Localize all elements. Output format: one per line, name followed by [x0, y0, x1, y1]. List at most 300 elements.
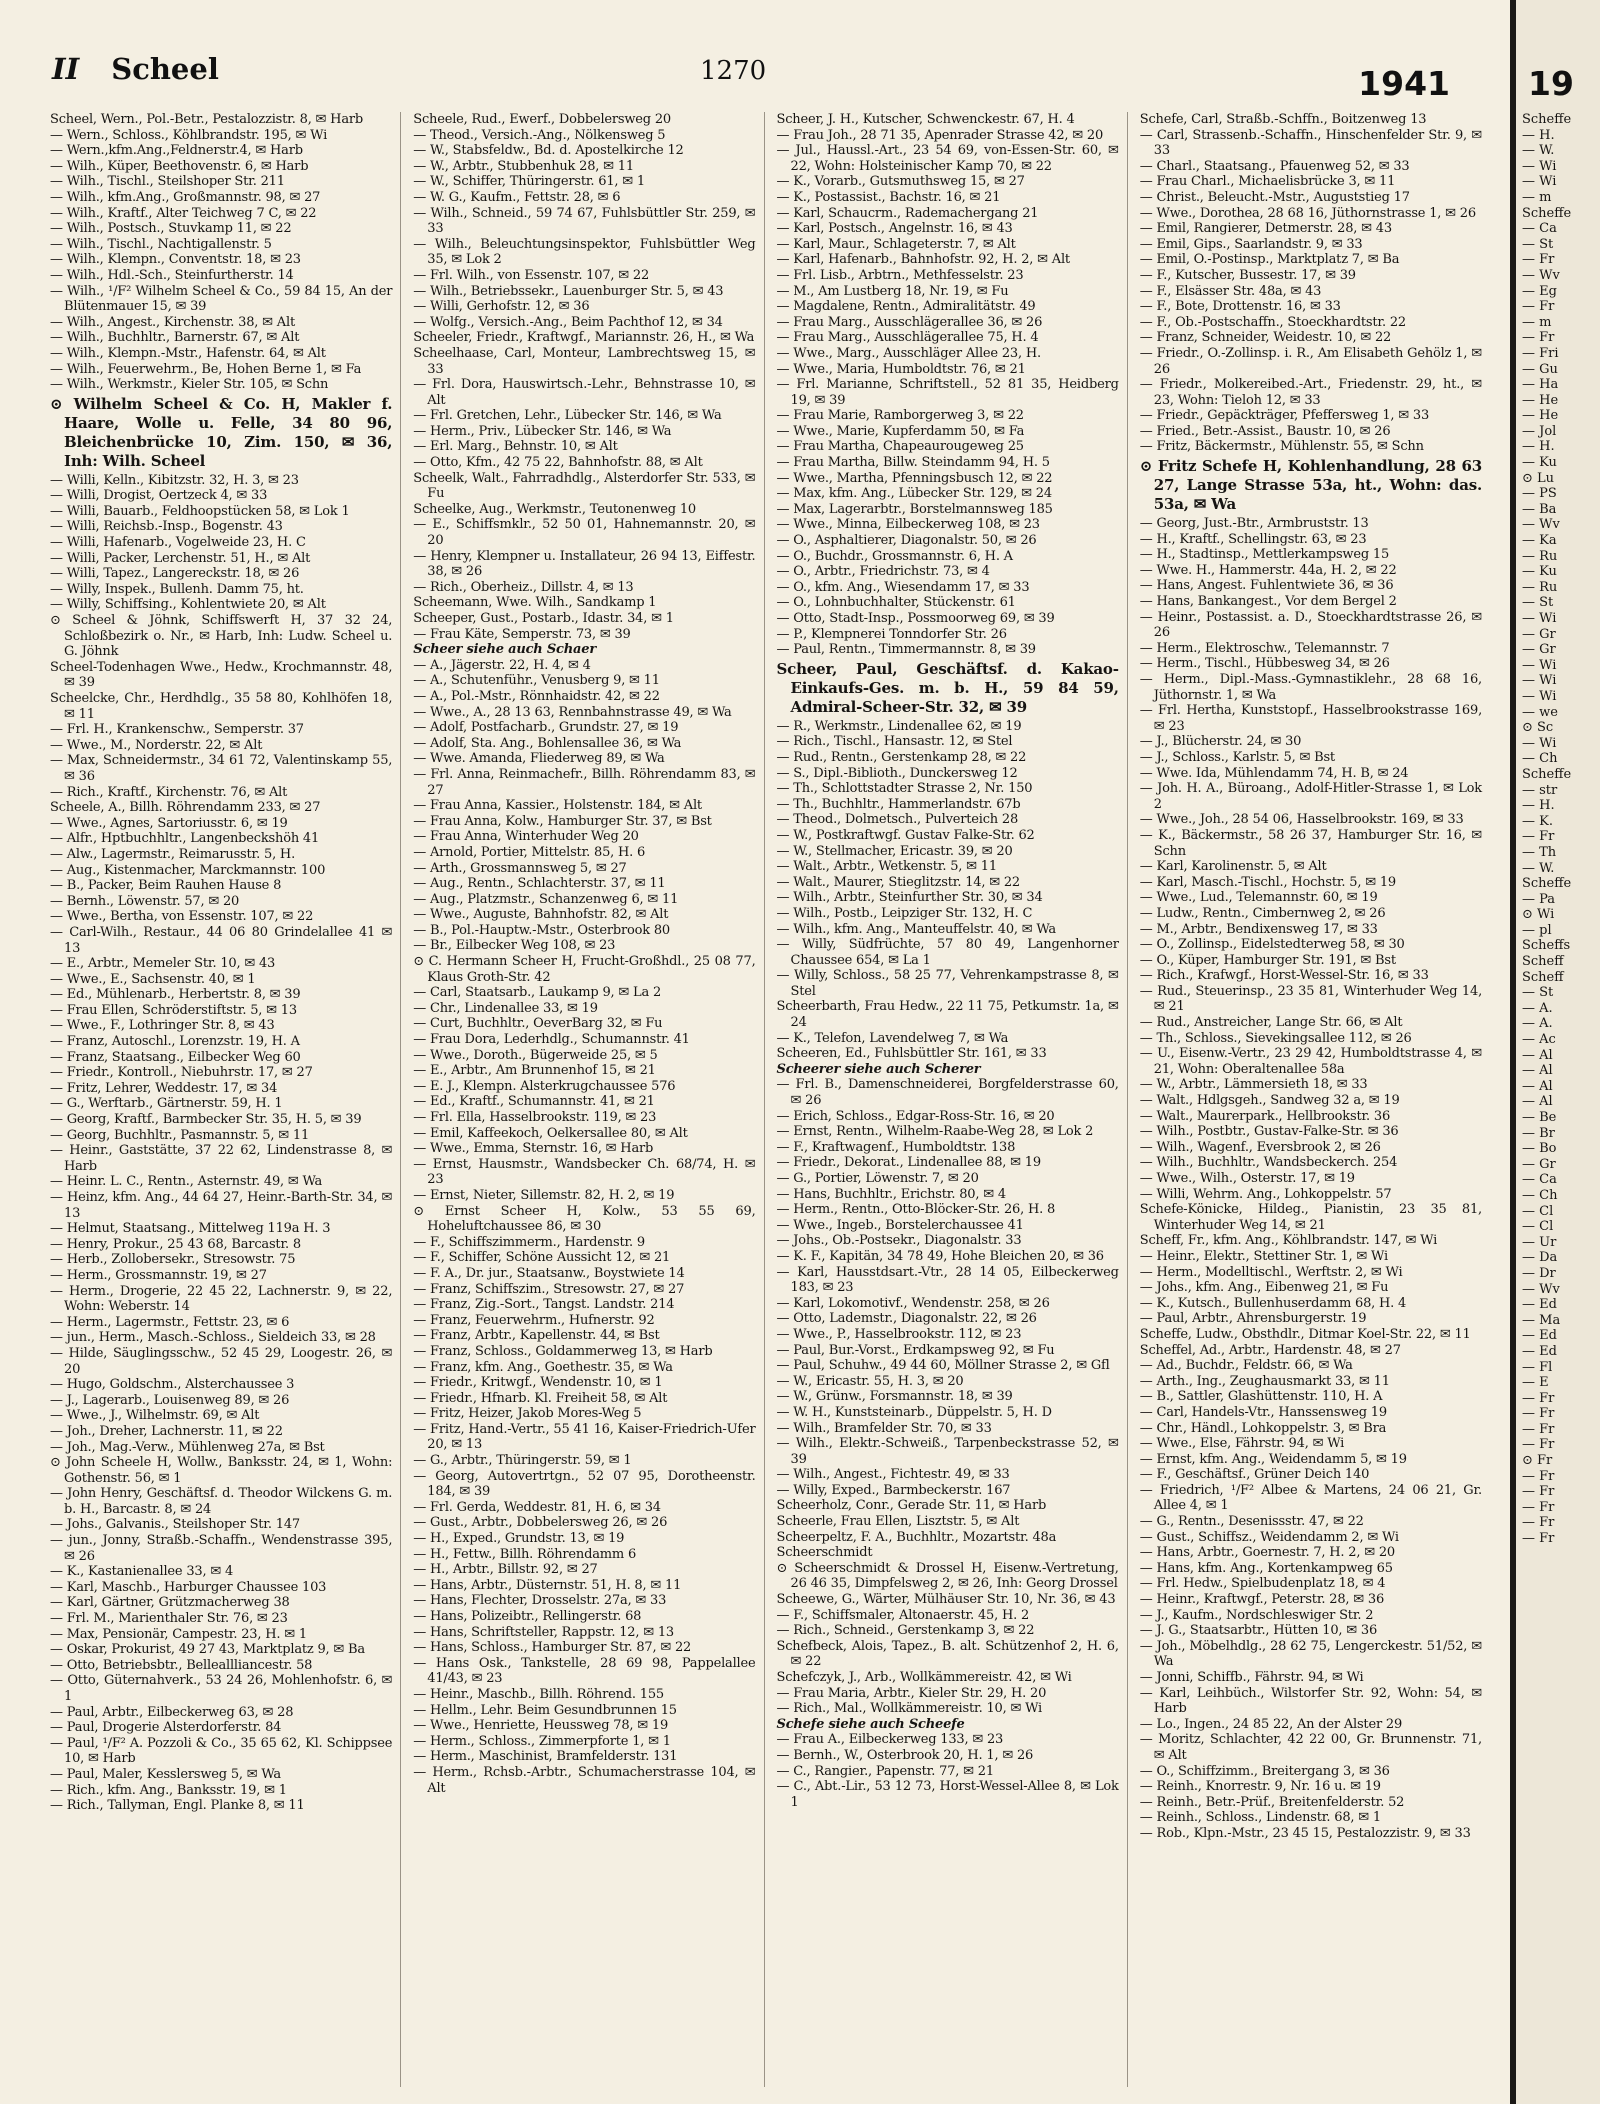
directory-entry: — Wwe., Marie, Kupferdamm 50, ✉ Fa: [776, 423, 1025, 439]
directory-entry: — Ernst, kfm. Ang., Weidendamm 5, ✉ 19: [1139, 1451, 1407, 1467]
adjacent-page-line: — PS: [1522, 486, 1557, 502]
directory-entry: — Karl, Hafenarb., Bahnhofstr. 92, H. 2, ✉ Alt: [776, 252, 1070, 268]
adjacent-page-line: — Fr: [1522, 1531, 1555, 1547]
directory-entry: — Wwe., Maria, Humboldtstr. 76, ✉ 21: [776, 361, 1026, 377]
directory-entry: — Hans, Bankangest., Vor dem Bergel 2: [1139, 594, 1397, 610]
directory-entry: — W., Stabsfeldw., Bd. d. Apostelkirche 12: [413, 143, 684, 159]
directory-entry: — Johs., Ob.-Postsekr., Diagonalstr. 33: [776, 1233, 1022, 1249]
adjacent-page-line: — Cl: [1522, 1203, 1554, 1219]
directory-entry: — Carl, Strassenb.-Schaffn., Hinschenfelder Str. 9, ✉ 33: [1139, 127, 1482, 159]
adjacent-page-line: Scheffe: [1522, 205, 1572, 221]
directory-entry: — M., Am Lustberg 18, Nr. 19, ✉ Fu: [776, 283, 1009, 299]
directory-entry: — Wwe. Ida, Mühlendamm 74, H. B, ✉ 24: [1139, 765, 1409, 781]
adjacent-page-line: — Ku: [1522, 564, 1557, 580]
directory-entry: — Reinh., Knorrestr. 9, Nr. 16 u. ✉ 19: [1139, 1779, 1381, 1795]
directory-entry: — Ed., Kraftf., Schumannstr. 41, ✉ 21: [413, 1094, 655, 1110]
directory-entry: — Wwe., Martha, Pfenningsbusch 12, ✉ 22: [776, 470, 1053, 486]
directory-entry: — Hans, Schloss., Hamburger Str. 87, ✉ 22: [413, 1640, 692, 1656]
directory-entry: — C., Rangier., Papenstr. 77, ✉ 21: [776, 1763, 994, 1779]
directory-entry: — Wilh., Kraftf., Alter Teichweg 7 C, ✉ 22: [50, 205, 317, 221]
directory-entry: — O., Küper, Hamburger Str. 191, ✉ Bst: [1139, 952, 1396, 968]
directory-entry: — Rud., Anstreicher, Lange Str. 66, ✉ Alt: [1139, 1015, 1403, 1031]
directory-entry: Scheer, Paul, Geschäftsf. d. Kakao-Einkaufs-Ges. m. b. H., 59 84 59, Admiral-Scheer-Str. 32, ✉ 39: [776, 659, 1119, 716]
directory-entry: — Wwe., M., Norderstr. 22, ✉ Alt: [50, 737, 263, 753]
directory-entry: — Emil, Kaffeekoch, Oelkersallee 80, ✉ Alt: [413, 1125, 688, 1141]
directory-entry: — H., Fettw., Billh. Röhrendamm 6: [413, 1546, 637, 1562]
directory-entry: — O., Zollinsp., Eidelstedterweg 58, ✉ 30: [1139, 937, 1405, 953]
directory-columns: [42, 112, 1490, 2087]
directory-entry: — Wwe., Minna, Eilbeckerweg 108, ✉ 23: [776, 517, 1040, 533]
directory-entry: — Frau Anna, Kolw., Hamburger Str. 37, ✉ Bst: [413, 813, 712, 829]
adjacent-page-line: — Gr: [1522, 642, 1556, 658]
directory-entry: — Herb., Zollobersekr., Stresowstr. 75: [50, 1252, 296, 1268]
directory-entry: — Fritz, Lehrer, Weddestr. 17, ✉ 34: [50, 1080, 278, 1096]
adjacent-page-line: — Dr: [1522, 1265, 1556, 1281]
adjacent-page-line: — Ed: [1522, 1343, 1557, 1359]
directory-entry: — Herm., Rchsb.-Arbtr., Schumacherstrasse 104, ✉ Alt: [413, 1764, 756, 1796]
directory-entry: — Heinr., Gaststätte, 37 22 62, Lindenstrasse 8, ✉ Harb: [50, 1143, 393, 1174]
directory-entry: ⊙ John Scheele H, Wollw., Banksstr. 24, ✉ 1, Wohn: Gothenstr. 56, ✉ 1: [50, 1455, 393, 1486]
directory-entry: — Frau Marg., Ausschlägerallee 36, ✉ 26: [776, 314, 1043, 330]
directory-entry: — K., Kutsch., Bullenhuserdamm 68, H. 4: [1139, 1295, 1407, 1311]
directory-entry: — Emil, Rangierer, Detmerstr. 28, ✉ 43: [1139, 221, 1392, 237]
directory-entry: Scheelke, Aug., Werkmstr., Teutonenweg 10: [413, 501, 696, 517]
directory-entry: — Walt., Arbtr., Wetkenstr. 5, ✉ 11: [776, 859, 997, 875]
directory-entry: — Wilh., ¹/F² Wilhelm Scheel & Co., 59 84 15, An der Blütenmauer 15, ✉ 39: [50, 283, 393, 315]
directory-entry: — B., Sattler, Glashüttenstr. 110, H. A: [1139, 1389, 1383, 1405]
directory-entry: — Wwe., Wilh., Osterstr. 17, ✉ 19: [1139, 1171, 1355, 1186]
adjacent-page-line: — Gu: [1522, 361, 1558, 377]
directory-entry: — Frau Charl., Michaelisbrücke 3, ✉ 11: [1139, 174, 1396, 190]
directory-entry: Scheemann, Wwe. Wilh., Sandkamp 1: [413, 595, 657, 611]
directory-entry: — F., Schiffsmaler, Altonaerstr. 45, H. 2: [776, 1607, 1030, 1623]
directory-entry: Scheerbarth, Frau Hedw., 22 11 75, Petkumstr. 1a, ✉ 24: [776, 999, 1119, 1031]
directory-entry: — Wwe., Dorothea, 28 68 16, Jüthornstrasse 1, ✉ 26: [1139, 205, 1476, 221]
adjacent-page-line: — Fr: [1522, 829, 1555, 845]
adjacent-page-line: — W.: [1522, 860, 1555, 876]
directory-entry: — Otto, Kfm., 42 75 22, Bahnhofstr. 88, ✉ Alt: [413, 455, 703, 471]
directory-entry: — Wwe., Agnes, Sartoriusstr. 6, ✉ 19: [50, 815, 288, 831]
adjacent-page-line: — Wv: [1522, 267, 1560, 283]
adjacent-page-line: — H.: [1522, 439, 1555, 455]
directory-entry: — G., Rentn., Desenissstr. 47, ✉ 22: [1139, 1514, 1364, 1530]
directory-entry: — Paul, Arbtr., Eilbeckerweg 63, ✉ 28: [50, 1704, 294, 1720]
directory-entry: — C., Abt.-Lir., 53 12 73, Horst-Wessel-Allee 8, ✉ Lok 1: [776, 1779, 1119, 1810]
directory-entry: — Frl. Ella, Hasselbrookstr. 119, ✉ 23: [413, 1110, 657, 1125]
directory-entry: — Moritz, Schlachter, 42 22 00, Gr. Brunnenstr. 71, ✉ Alt: [1139, 1732, 1482, 1763]
directory-entry: — Lo., Ingen., 24 85 22, An der Alster 29: [1139, 1716, 1403, 1732]
directory-entry: — Wwe., Emma, Sternstr. 16, ✉ Harb: [413, 1141, 654, 1157]
directory-entry: — F., Elsässer Str. 48a, ✉ 43: [1139, 283, 1322, 299]
directory-entry: — Ernst, Rentn., Wilhelm-Raabe-Weg 28, ✉ Lok 2: [776, 1124, 1094, 1140]
directory-entry: — Otto, Güternahverk., 53 24 26, Mohlenhofstr. 6, ✉ 1: [50, 1673, 393, 1704]
directory-entry: — Heinr., Maschb., Billh. Röhrend. 155: [413, 1686, 664, 1702]
directory-entry: — Herm., Grossmannstr. 19, ✉ 27: [50, 1267, 267, 1283]
directory-entry: — F., Ob.-Postschaffn., Stoeckhardtstr. 22: [1139, 314, 1406, 330]
directory-entry: ⊙ Wilhelm Scheel & Co. H, Makler f. Haare, Wolle u. Felle, 34 80 96, Bleichenbrücke 10, Zim. 150, ✉ 36, Inh: Wilh. Scheel: [50, 394, 393, 470]
column-1: [42, 112, 401, 2087]
directory-entry: — Bernh., Löwenstr. 57, ✉ 20: [50, 893, 240, 909]
adjacent-page-line: — Wv: [1522, 517, 1560, 533]
directory-entry: — Friedr., Kritwgf., Wendenstr. 10, ✉ 1: [413, 1375, 663, 1391]
directory-entry: Scheerholz, Conr., Gerade Str. 11, ✉ Harb: [776, 1498, 1047, 1514]
directory-entry: Scheer siehe auch Schaer: [413, 642, 596, 658]
directory-entry: — O., Lohnbuchhalter, Stückenstr. 61: [776, 595, 1016, 611]
directory-entry: — W. G., Kaufm., Fettstr. 28, ✉ 6: [413, 189, 621, 205]
directory-entry: Scheele, Rud., Ewerf., Dobbelersweg 20: [413, 112, 672, 127]
adjacent-page-line: — Bo: [1522, 1141, 1557, 1157]
directory-entry: — B., Pol.-Hauptw.-Mstr., Osterbrook 80: [413, 922, 670, 938]
directory-entry: — Gust., Arbtr., Dobbelersweg 26, ✉ 26: [413, 1515, 668, 1531]
directory-entry: — Rob., Klpn.-Mstr., 23 45 15, Pestalozzistr. 9, ✉ 33: [1139, 1825, 1471, 1841]
directory-entry: — Hans Osk., Tankstelle, 28 69 98, Pappelallee 41/43, ✉ 23: [413, 1655, 756, 1687]
adjacent-page-line: — Ba: [1522, 501, 1557, 517]
directory-entry: — Hans, Polizeibtr., Rellingerstr. 68: [413, 1609, 642, 1624]
directory-entry: Schefczyk, J., Arb., Wollkämmereistr. 42, ✉ Wi: [776, 1670, 1072, 1685]
directory-entry: — Karl, Schaucrm., Rademachergang 21: [776, 205, 1039, 221]
directory-entry: ⊙ C. Hermann Scheer H, Frucht-Großhdl., 25 08 77, Klaus Groth-Str. 42: [413, 954, 756, 985]
directory-entry: — Wwe., J., Wilhelmstr. 69, ✉ Alt: [50, 1408, 260, 1424]
directory-entry: — Georg, Autovertrtgn., 52 07 95, Dorotheenstr. 184, ✉ 39: [413, 1468, 756, 1500]
adjacent-page-line: — K.: [1522, 813, 1553, 829]
directory-entry: — J., Blücherstr. 24, ✉ 30: [1139, 734, 1302, 750]
adjacent-page-line: — Ma: [1522, 1312, 1561, 1328]
year-label: 1941: [1358, 64, 1450, 103]
directory-entry: — Wilh., Klempn.-Mstr., Hafenstr. 64, ✉ Alt: [50, 345, 326, 361]
directory-entry: — Willi, Wehrm. Ang., Lohkoppelstr. 57: [1139, 1186, 1392, 1202]
directory-entry: — Heinz, kfm. Ang., 44 64 27, Heinr.-Barth-Str. 34, ✉ 13: [50, 1190, 393, 1221]
page-number: 1270: [700, 56, 767, 86]
directory-entry: Scheel, Wern., Pol.-Betr., Pestalozzistr. 8, ✉ Harb: [50, 112, 364, 127]
directory-entry: — Helmut, Staatsang., Mittelweg 119a H. 3: [50, 1221, 331, 1237]
directory-entry: — O., kfm. Ang., Wiesendamm 17, ✉ 33: [776, 579, 1030, 595]
directory-entry: — Fritz, Heizer, Jakob Mores-Weg 5: [413, 1406, 642, 1422]
directory-entry: — jun., Herm., Masch.-Schloss., Sieldeich 33, ✉ 28: [50, 1330, 376, 1346]
directory-entry: — F., Schiffer, Schöne Aussicht 12, ✉ 21: [413, 1250, 671, 1266]
directory-entry: — Frl. Hedw., Spielbudenplatz 18, ✉ 4: [1139, 1576, 1386, 1592]
directory-entry: — Walt., Maurerpark., Hellbrookstr. 36: [1139, 1108, 1391, 1124]
adjacent-page-line: — Ru: [1522, 548, 1558, 564]
adjacent-page-line: — m: [1522, 314, 1552, 330]
directory-entry: — Frau Anna, Winterhuder Weg 20: [413, 829, 639, 845]
directory-entry: — F., Kutscher, Bussestr. 17, ✉ 39: [1139, 267, 1356, 283]
adjacent-page-line: Scheff: [1522, 954, 1564, 970]
directory-entry: — Rich., Tallyman, Engl. Planke 8, ✉ 11: [50, 1798, 305, 1814]
adjacent-page-line: — Fri: [1522, 345, 1559, 361]
directory-entry: — Wilh., Buchhltr., Wandsbeckerch. 254: [1139, 1155, 1398, 1171]
adjacent-page-line: — Wi: [1522, 657, 1557, 673]
directory-entry: — Wwe., Marg., Ausschläger Allee 23, H.: [776, 345, 1041, 361]
directory-entry: Scheeper, Gust., Postarb., Idastr. 34, ✉ 1: [413, 611, 674, 626]
directory-entry: — Frau Marg., Ausschlägerallee 75, H. 4: [776, 330, 1039, 346]
directory-entry: — Bernh., W., Osterbrook 20, H. 1, ✉ 26: [776, 1747, 1034, 1763]
directory-entry: — O., Schiffzimm., Breitergang 3, ✉ 36: [1139, 1763, 1390, 1779]
directory-entry: Schefe-Könicke, Hildeg., Pianistin, 23 35 81, Winterhuder Weg 14, ✉ 21: [1139, 1202, 1482, 1233]
directory-entry: — Herm., Schloss., Zimmerpforte 1, ✉ 1: [413, 1733, 671, 1749]
directory-entry: — Erl. Marg., Behnstr. 10, ✉ Alt: [413, 439, 618, 455]
directory-entry: — W., Arbtr., Lämmersieth 18, ✉ 33: [1139, 1077, 1368, 1093]
directory-entry: — Frau Ellen, Schröderstiftstr. 5, ✉ 13: [50, 1002, 297, 1018]
directory-entry: — Wwe. Amanda, Fliederweg 89, ✉ Wa: [413, 751, 665, 767]
directory-entry: — Rich., kfm. Ang., Banksstr. 19, ✉ 1: [50, 1782, 287, 1798]
directory-entry: — Willy, Schiffsing., Kohlentwiete 20, ✉ Alt: [50, 597, 326, 613]
directory-entry: — H., Kraftf., Schellingstr. 63, ✉ 23: [1139, 531, 1367, 547]
directory-entry: — Wwe., Auguste, Bahnhofstr. 82, ✉ Alt: [413, 907, 669, 923]
directory-entry: — Paul, Rentn., Timmermannstr. 8, ✉ 39: [776, 642, 1036, 658]
directory-entry: — K. F., Kapitän, 34 78 49, Hohe Bleichen 20, ✉ 36: [776, 1248, 1104, 1264]
directory-entry: — Frau A., Eilbeckerweg 133, ✉ 23: [776, 1732, 1004, 1748]
directory-entry: — B., Packer, Beim Rauhen Hause 8: [50, 878, 282, 894]
directory-entry: — Wilh., Betriebssekr., Lauenburger Str. 5, ✉ 43: [413, 283, 724, 299]
directory-entry: — H., Arbtr., Billstr. 92, ✉ 27: [413, 1562, 598, 1578]
directory-entry: — Emil, O.-Postinsp., Marktplatz 7, ✉ Ba: [1139, 252, 1400, 268]
directory-entry: — Hans, Arbtr., Goernestr. 7, H. 2, ✉ 20: [1139, 1545, 1395, 1561]
directory-entry: — Wilh., Postsch., Stuvkamp 11, ✉ 22: [50, 221, 292, 237]
directory-entry: — F. A., Dr. jur., Staatsanw., Boystwiete 14: [413, 1265, 685, 1281]
adjacent-page-line: — Al: [1522, 1078, 1553, 1094]
directory-entry: — Georg, Kraftf., Barmbecker Str. 35, H. 5, ✉ 39: [50, 1112, 362, 1128]
column-2: [405, 112, 764, 2087]
directory-entry: — Rud., Steuerinsp., 23 35 81, Winterhuder Weg 14, ✉ 21: [1139, 983, 1482, 1015]
directory-entry: — Wwe., A., 28 13 63, Rennbahnstrasse 49, ✉ Wa: [413, 704, 732, 720]
directory-entry: — Karl, Postsch., Angelnstr. 16, ✉ 43: [776, 221, 1013, 237]
directory-entry: Scheeren, Ed., Fuhlsbüttler Str. 161, ✉ 33: [776, 1046, 1047, 1062]
directory-entry: — Herm., Rentn., Otto-Blöcker-Str. 26, H. 8: [776, 1202, 1056, 1218]
directory-entry: — Frau Käte, Semperstr. 73, ✉ 39: [413, 626, 631, 642]
directory-entry: — Max, Pensionär, Campestr. 23, H. ✉ 1: [50, 1626, 307, 1642]
directory-entry: — W., Arbtr., Stubbenhuk 28, ✉ 11: [413, 158, 634, 174]
adjacent-page-lines: [1516, 112, 1600, 1547]
directory-entry: — Herm., Maschinist, Bramfelderstr. 131: [413, 1749, 678, 1765]
directory-entry: — Willi, Hafenarb., Vogelweide 23, H. C: [50, 535, 306, 551]
directory-entry: — Frl. Wilh., von Essenstr. 107, ✉ 22: [413, 267, 650, 283]
directory-entry: — Hans, kfm. Ang., Kortenkampweg 65: [1139, 1560, 1393, 1576]
adjacent-page-line: — Be: [1522, 1110, 1557, 1125]
adjacent-page-line: — Ca: [1522, 221, 1557, 237]
directory-entry: — J., Lagerarb., Louisenweg 89, ✉ 26: [50, 1392, 290, 1408]
directory-entry: — Friedr., Molkereibed.-Art., Friedenstr. 29, ht., ✉ 23, Wohn: Tieloh 12, ✉ 33: [1139, 377, 1482, 408]
column-3: [769, 112, 1128, 2087]
directory-entry: — M., Arbtr., Bendixensweg 17, ✉ 33: [1139, 921, 1378, 937]
directory-entry: — Adolf, Postfacharb., Grundstr. 27, ✉ 19: [413, 720, 679, 736]
directory-entry: — Fried., Betr.-Assist., Baustr. 10, ✉ 26: [1139, 423, 1391, 439]
directory-entry: — Willi, Gerhofstr. 12, ✉ 36: [413, 299, 590, 315]
adjacent-page-line: — Gr: [1522, 1156, 1556, 1172]
directory-entry: — Willi, Packer, Lerchenstr. 51, H., ✉ Alt: [50, 550, 311, 566]
adjacent-page-line: — Eg: [1522, 283, 1557, 299]
directory-entry: — W., Schiffer, Thüringerstr. 61, ✉ 1: [413, 174, 645, 190]
adjacent-page-line: — H.: [1522, 127, 1555, 143]
adjacent-page-line: — Pa: [1522, 891, 1556, 907]
directory-entry: — A., Schutenführ., Venusberg 9, ✉ 11: [413, 673, 660, 689]
column-4: [1132, 112, 1490, 2087]
directory-entry: — Wwe., Bertha, von Essenstr. 107, ✉ 22: [50, 909, 314, 925]
adjacent-page-line: — Fr: [1522, 1390, 1555, 1406]
directory-entry: Scheerschmidt: [776, 1545, 873, 1561]
directory-entry: — A., Jägerstr. 22, H. 4, ✉ 4: [413, 657, 591, 673]
adjacent-page-line: — Ch: [1522, 751, 1558, 767]
directory-entry: — Arth., Grossmannsweg 5, ✉ 27: [413, 860, 627, 876]
directory-entry: — Karl, Masch.-Tischl., Hochstr. 5, ✉ 19: [1139, 874, 1397, 890]
adjacent-page-line: — Fr: [1522, 1437, 1555, 1453]
page-title: Scheel: [111, 52, 219, 86]
adjacent-page-line: — Wi: [1522, 174, 1557, 190]
directory-entry: — Frl. M., Marienthaler Str. 76, ✉ 23: [50, 1611, 288, 1627]
directory-entry: Scheer, J. H., Kutscher, Schwenckestr. 67, H. 4: [776, 112, 1075, 127]
directory-entry: — Wwe., E., Sachsenstr. 40, ✉ 1: [50, 971, 256, 987]
adjacent-page-line: — St: [1522, 595, 1554, 611]
directory-entry: — Herm., Drogerie, 22 45 22, Lachnerstr. 9, ✉ 22, Wohn: Weberstr. 14: [50, 1283, 393, 1315]
directory-entry: — K., Kastanienallee 33, ✉ 4: [50, 1564, 234, 1580]
adjacent-page-line: — str: [1522, 782, 1558, 798]
directory-entry: — W., Grünw., Forsmannstr. 18, ✉ 39: [776, 1389, 1013, 1405]
adjacent-page-line: — Ka: [1522, 533, 1557, 549]
directory-entry: — A., Pol.-Mstr., Rönnhaidstr. 42, ✉ 22: [413, 688, 660, 704]
directory-entry: — E., Arbtr., Am Brunnenhof 15, ✉ 21: [413, 1063, 656, 1079]
directory-entry: — Max, Lagerarbtr., Borstelmannsweg 185: [776, 501, 1053, 517]
directory-entry: — Willy, Schloss., 58 25 77, Vehrenkampstrasse 8, ✉ Stel: [776, 968, 1119, 999]
directory-entry: — Frl. Hertha, Kunststopf., Hasselbrookstrasse 169, ✉ 23: [1139, 703, 1482, 734]
adjacent-page-line: — Al: [1522, 1094, 1553, 1110]
adjacent-page-line: ⊙ Sc: [1522, 720, 1554, 736]
directory-entry: — Wilh., Beleuchtungsinspektor, Fuhlsbüttler Weg 35, ✉ Lok 2: [413, 236, 756, 268]
directory-entry: — Willy, Inspek., Bullenh. Damm 75, ht.: [50, 581, 304, 597]
adjacent-page-line: — Fl: [1522, 1359, 1553, 1375]
directory-entry: — Franz, Staatsang., Eilbecker Weg 60: [50, 1049, 301, 1065]
directory-entry: — Wilh., Feuerwehrm., Be, Hohen Berne 1, ✉ Fa: [50, 361, 362, 377]
directory-entry: — Joh. H. A., Büroang., Adolf-Hitler-Strasse 1, ✉ Lok 2: [1139, 781, 1482, 812]
directory-entry: — F., Geschäftsf., Grüner Deich 140: [1139, 1467, 1370, 1483]
directory-entry: — Georg, Buchhltr., Pasmannstr. 5, ✉ 11: [50, 1127, 310, 1143]
directory-entry: — Otto, Betriebsbtr., Belleallliancestr. 58: [50, 1657, 313, 1673]
directory-entry: — Hans, Schriftsteller, Rappstr. 12, ✉ 13: [413, 1624, 674, 1640]
directory-entry: — Willi, Tapez., Langereckstr. 18, ✉ 26: [50, 566, 300, 582]
directory-entry: — Wilh., Angest., Fichtestr. 49, ✉ 33: [776, 1467, 1010, 1483]
adjacent-page-line: — Fr: [1522, 1421, 1555, 1437]
directory-entry: — Wwe. H., Hammerstr. 44a, H. 2, ✉ 22: [1139, 562, 1397, 578]
directory-entry: — U., Eisenw.-Vertr., 23 29 42, Humboldtstrasse 4, ✉ 21, Wohn: Oberaltenallee 58a: [1139, 1046, 1482, 1077]
directory-entry: — Wwe., P., Hasselbrookstr. 112, ✉ 23: [776, 1326, 1022, 1342]
directory-entry: — Charl., Staatsang., Pfauenweg 52, ✉ 33: [1139, 158, 1410, 174]
adjacent-page-line: — Ku: [1522, 455, 1557, 471]
directory-entry: — Aug., Kistenmacher, Marckmannstr. 100: [50, 862, 326, 878]
directory-entry: — Rich., Krafwgf., Horst-Wessel-Str. 16, ✉ 33: [1139, 968, 1429, 984]
directory-entry: — Herm., Dipl.-Mass.-Gymnastiklehr., 28 68 16, Jüthornstr. 1, ✉ Wa: [1139, 672, 1482, 703]
directory-entry: — W., Ericastr. 55, H. 3, ✉ 20: [776, 1373, 964, 1389]
adjacent-page-line: Scheff: [1522, 969, 1564, 985]
directory-entry: — Heinr. L. C., Rentn., Asternstr. 49, ✉ Wa: [50, 1174, 323, 1190]
directory-entry: — Wilh., Tischl., Steilshoper Str. 211: [50, 174, 285, 190]
directory-entry: — J., Schloss., Karlstr. 5, ✉ Bst: [1139, 749, 1335, 765]
directory-entry: — Wwe., Joh., 28 54 06, Hasselbrookstr. 169, ✉ 33: [1139, 812, 1464, 828]
adjacent-page-line: — He: [1522, 392, 1559, 408]
directory-entry: — Wwe., Else, Fährstr. 94, ✉ Wi: [1139, 1436, 1345, 1452]
directory-entry: — Henry, Prokur., 25 43 68, Barcastr. 8: [50, 1236, 301, 1252]
directory-entry: — Henry, Klempner u. Installateur, 26 94 13, Eiffestr. 38, ✉ 26: [413, 548, 756, 580]
directory-entry: — Frl. Lisb., Arbtrn., Methfesselstr. 23: [776, 267, 1024, 283]
directory-entry: — Ludw., Rentn., Cimbernweg 2, ✉ 26: [1139, 905, 1386, 921]
adjacent-page-line: Scheffe: [1522, 766, 1572, 782]
directory-entry: — Arth., Ing., Zeughausmarkt 33, ✉ 11: [1139, 1373, 1390, 1389]
directory-entry: — Carl, Staatsarb., Laukamp 9, ✉ La 2: [413, 985, 662, 1001]
directory-entry: — Wwe., Lud., Telemannstr. 60, ✉ 19: [1139, 890, 1378, 906]
directory-entry: — Frau Joh., 28 71 35, Apenrader Strasse 42, ✉ 20: [776, 127, 1104, 143]
directory-entry: — G., Arbtr., Thüringerstr. 59, ✉ 1: [413, 1453, 632, 1469]
directory-entry: — Frl. Dora, Hauswirtsch.-Lehr., Behnstrasse 10, ✉ Alt: [413, 377, 756, 408]
directory-entry: — K., Postassist., Bachstr. 16, ✉ 21: [776, 189, 1001, 205]
directory-entry: — Emil, Gips., Saarlandstr. 9, ✉ 33: [1139, 236, 1363, 252]
directory-entry: Scheffel, Ad., Arbtr., Hardenstr. 48, ✉ 27: [1139, 1342, 1401, 1358]
directory-entry: — W., Stellmacher, Ericastr. 39, ✉ 20: [776, 843, 1013, 859]
directory-entry: — Wilh., Arbtr., Steinfurther Str. 30, ✉ 34: [776, 890, 1043, 906]
directory-entry: — Frl. Gerda, Weddestr. 81, H. 6, ✉ 34: [413, 1499, 661, 1515]
adjacent-page-line: — Fr: [1522, 330, 1555, 346]
directory-entry: — Friedr., Kontroll., Niebuhrstr. 17, ✉ 27: [50, 1065, 313, 1081]
adjacent-page-line: — pl: [1522, 922, 1552, 938]
directory-entry: — John Henry, Geschäftsf. d. Theodor Wilckens G. m. b. H., Barcastr. 8, ✉ 24: [50, 1486, 393, 1517]
directory-entry: — Reinh., Schloss., Lindenstr. 68, ✉ 1: [1139, 1810, 1381, 1826]
directory-entry: — Franz, Schiffszim., Stresowstr. 27, ✉ 27: [413, 1281, 685, 1297]
directory-entry: — Franz, Zig.-Sort., Tangst. Landstr. 214: [413, 1297, 675, 1313]
directory-entry: — Max, Schneidermstr., 34 61 72, Valentinskamp 55, ✉ 36: [50, 753, 393, 784]
directory-entry: Scheele, A., Billh. Röhrendamm 233, ✉ 27: [50, 800, 321, 816]
directory-entry: — Paul, Bur.-Vorst., Erdkampsweg 92, ✉ Fu: [776, 1342, 1055, 1358]
directory-entry: — Paul, Schuhw., 49 44 60, Möllner Strasse 2, ✉ Gfl: [776, 1358, 1110, 1374]
directory-entry: — Wilh., Hdl.-Sch., Steinfurtherstr. 14: [50, 267, 294, 283]
directory-entry: — Paul, Maler, Kesslersweg 5, ✉ Wa: [50, 1766, 281, 1782]
directory-entry: — Rich., Schneid., Gerstenkamp 3, ✉ 22: [776, 1623, 1035, 1639]
directory-entry: — Herm., Elektroschw., Telemannstr. 7: [1139, 640, 1390, 656]
adjacent-page-line: — Fr: [1522, 252, 1555, 268]
adjacent-page-line: — He: [1522, 408, 1559, 424]
directory-entry: — Frau Maria, Arbtr., Kieler Str. 29, H. 20: [776, 1685, 1047, 1701]
adjacent-page-line: — Wi: [1522, 735, 1557, 751]
directory-entry: — E., Arbtr., Memeler Str. 10, ✉ 43: [50, 956, 276, 972]
directory-entry: Scheffe, Ludw., Obsthdlr., Ditmar Koel-Str. 22, ✉ 11: [1139, 1326, 1471, 1342]
directory-entry: — Th., Schlottstadter Strasse 2, Nr. 150: [776, 781, 1033, 797]
directory-entry: — Oskar, Prokurist, 49 27 43, Marktplatz 9, ✉ Ba: [50, 1642, 365, 1658]
directory-entry: — Aug., Rentn., Schlachterstr. 37, ✉ 11: [413, 876, 666, 892]
directory-entry: — Karl, Lokomotivf., Wendenstr. 258, ✉ 26: [776, 1295, 1050, 1311]
adjacent-page-line: — Ch: [1522, 1187, 1558, 1203]
directory-entry: — Wilh., Tischl., Nachtigallenstr. 5: [50, 236, 272, 252]
directory-entry: — H., Stadtinsp., Mettlerkampsweg 15: [1139, 547, 1390, 563]
directory-entry: — Herm., Lagermstr., Fettstr. 23, ✉ 6: [50, 1314, 290, 1330]
directory-entry: — Frau Martha, Chapeaurougeweg 25: [776, 439, 1024, 455]
directory-entry: Scheff, Fr., kfm. Ang., Köhlbrandstr. 147, ✉ Wi: [1139, 1233, 1438, 1249]
directory-entry: — Georg, Just.-Btr., Armbruststr. 13: [1139, 516, 1369, 532]
directory-entry: — Willy, Südfrüchte, 57 80 49, Langenhorner Chaussee 654, ✉ La 1: [776, 937, 1119, 968]
directory-entry: — E., Schiffsmklr., 52 50 01, Hahnemannstr. 20, ✉ 20: [413, 517, 756, 549]
directory-entry: — Wwe., Henriette, Heussweg 78, ✉ 19: [413, 1718, 669, 1734]
adjacent-page-line: — m: [1522, 189, 1552, 205]
directory-entry: — O., Asphaltierer, Diagonalstr. 50, ✉ 26: [776, 533, 1037, 549]
directory-entry: — Wilh., Buchhltr., Barnerstr. 67, ✉ Alt: [50, 330, 300, 346]
directory-entry: — Frau Dora, Lederhdlg., Schumannstr. 41: [413, 1032, 690, 1048]
directory-entry: — Wern.,kfm.Ang.,Feldnerstr.4, ✉ Harb: [50, 143, 303, 159]
directory-entry: — K., Telefon, Lavendelweg 7, ✉ Wa: [776, 1030, 1009, 1046]
directory-entry: — Karl, Hausstdsart.-Vtr., 28 14 05, Eilbeckerweg 183, ✉ 23: [776, 1264, 1119, 1296]
directory-entry: — Frl. B., Damenschneiderei, Borgfelderstrasse 60, ✉ 26: [776, 1077, 1119, 1109]
directory-entry: — Herm., Tischl., Hübbesweg 34, ✉ 26: [1139, 656, 1390, 672]
directory-entry: — Frau Martha, Billw. Steindamm 94, H. 5: [776, 455, 1050, 471]
directory-entry: — jun., Jonny, Straßb.-Schaffn., Wendenstrasse 395, ✉ 26: [50, 1533, 393, 1564]
directory-entry: — Karl, Gärtner, Grützmacherweg 38: [50, 1595, 290, 1611]
adjacent-page-line: — Br: [1522, 1125, 1555, 1141]
directory-entry: — Curt, Buchhltr., OeverBarg 32, ✉ Fu: [413, 1016, 663, 1032]
directory-entry: — Joh., Möbelhdlg., 28 62 75, Lengerckestr. 51/52, ✉ Wa: [1139, 1638, 1482, 1670]
adjacent-page-line: — Cl: [1522, 1219, 1554, 1235]
